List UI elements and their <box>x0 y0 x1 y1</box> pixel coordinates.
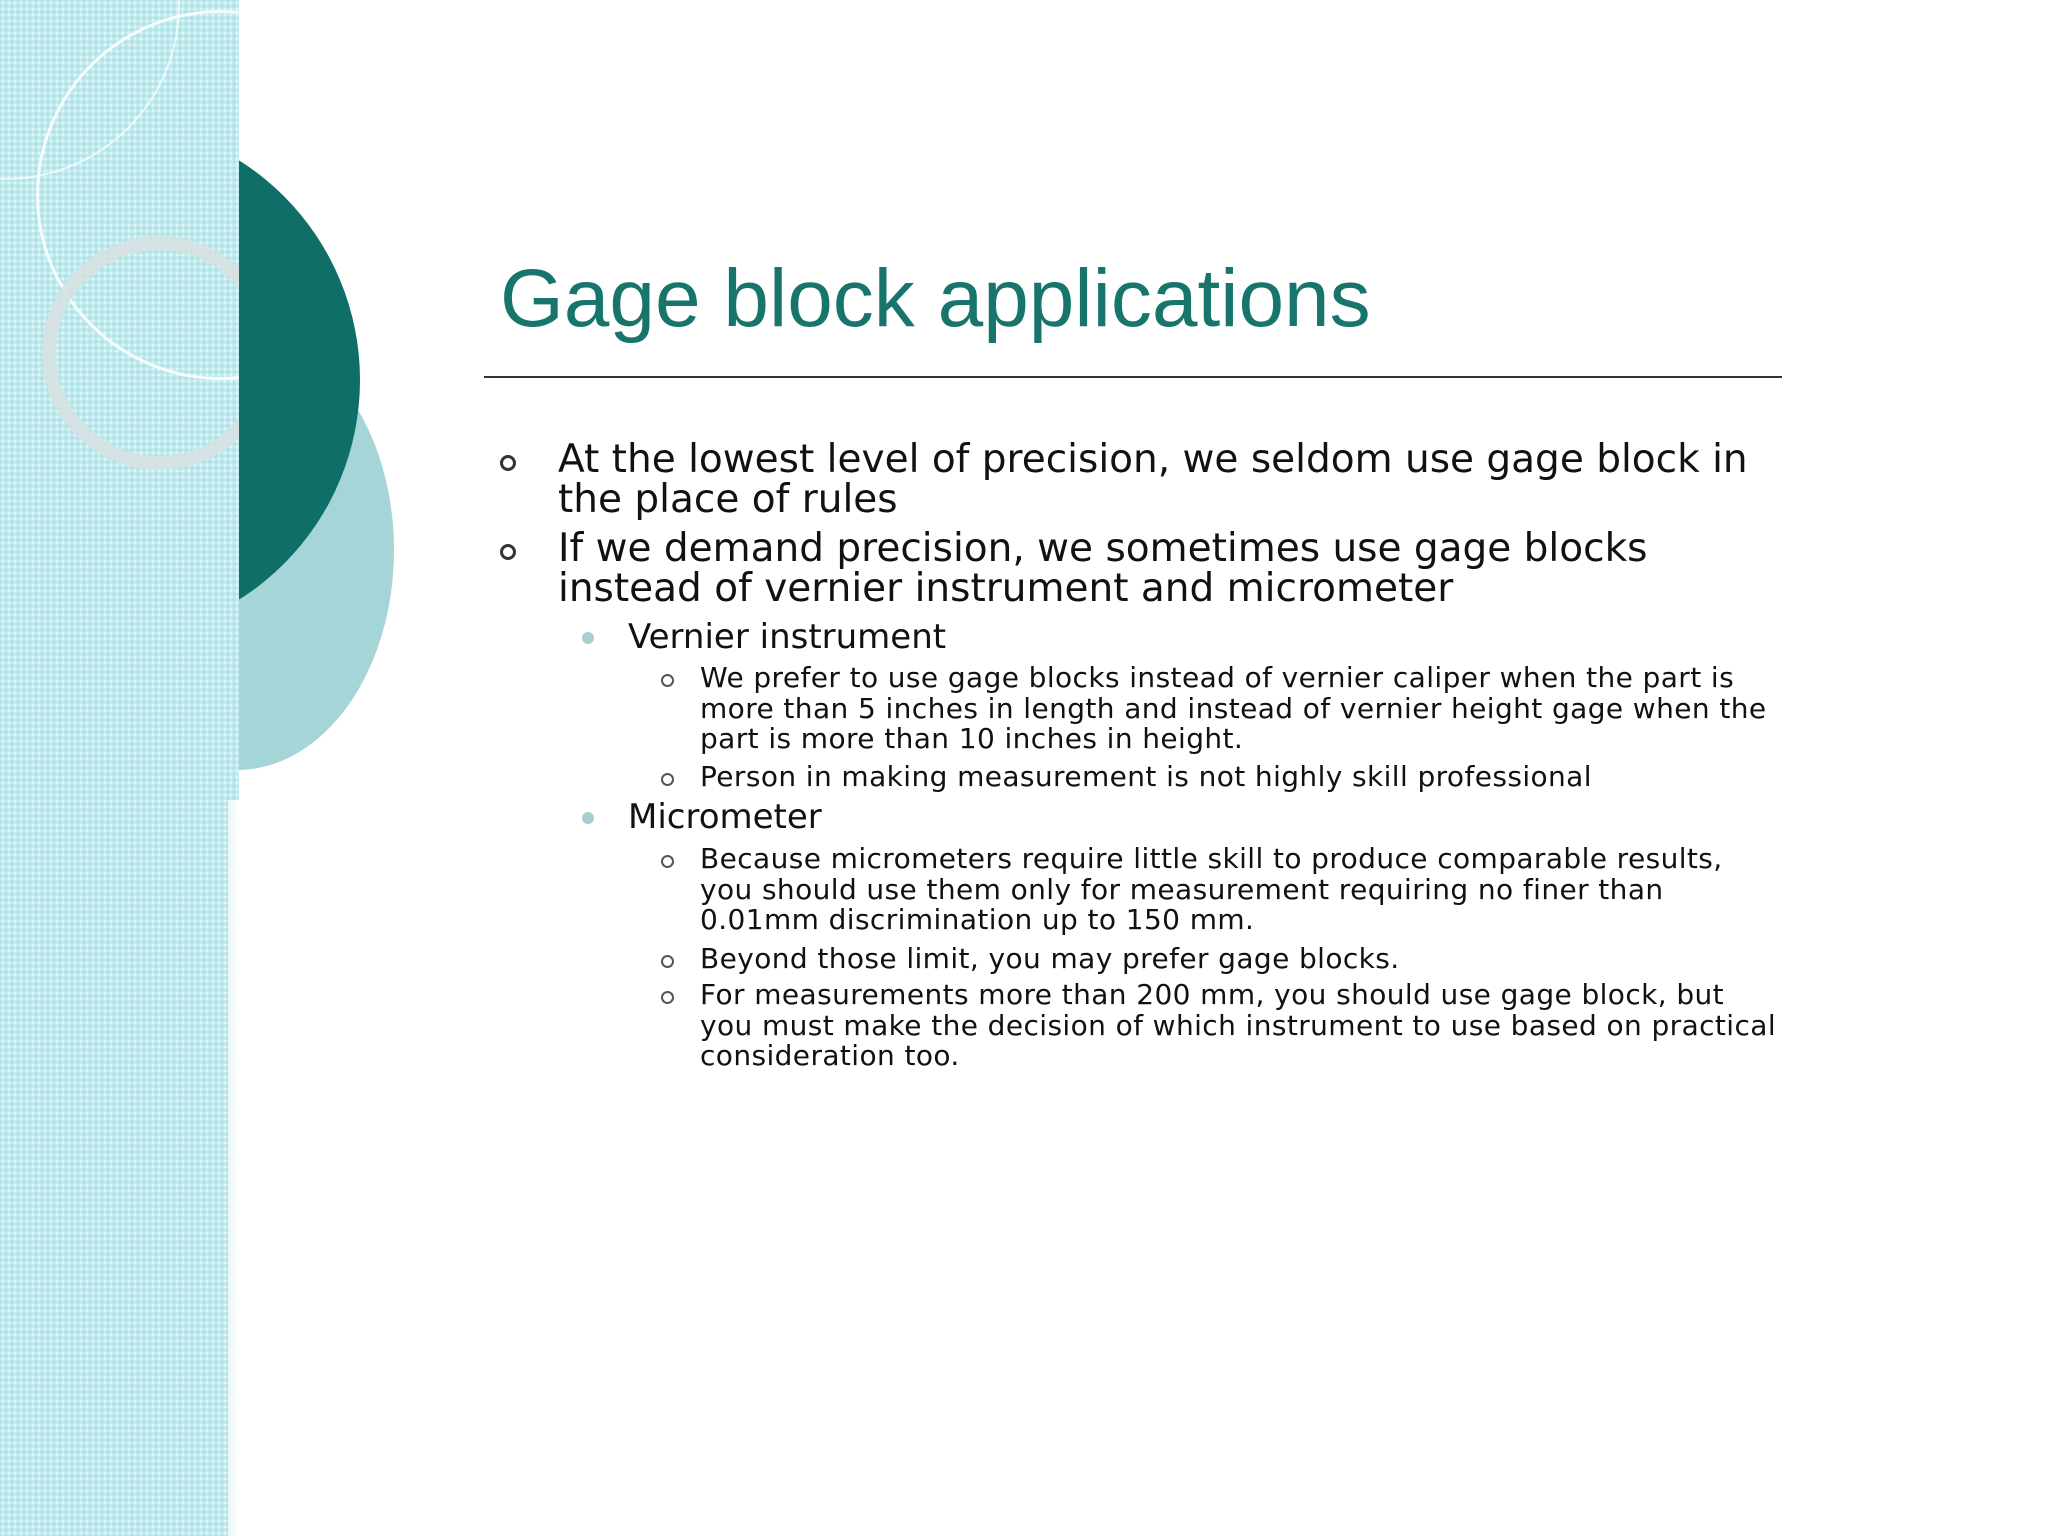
bullet-small-circle-icon <box>661 855 674 868</box>
list-item: Because micrometers require little skill to produce comparable results, you should use them only for measurement requiring no finer than 0.01mm discrimination up to 150 mm. <box>700 842 1723 936</box>
bullet-circle-icon <box>500 455 516 471</box>
list-item: For measurements more than 200 mm, you should use gage block, but you must make the decision of which instrument to use based on practical consideration too. <box>700 978 1777 1072</box>
list-item: Beyond those limit, you may prefer gage blocks. <box>700 942 1400 975</box>
list-item: If we demand precision, we sometimes use gage blocks instead of vernier instrument and micrometer <box>558 526 1648 611</box>
bullet-small-circle-icon <box>661 773 674 786</box>
bullet-circle-icon <box>500 544 516 560</box>
list-item: Micrometer <box>628 797 822 837</box>
decorative-circles <box>0 0 420 800</box>
title-underline <box>484 376 1782 378</box>
bullet-small-circle-icon <box>661 991 674 1004</box>
bullet-small-circle-icon <box>661 674 674 687</box>
list-item: Person in making measurement is not highly skill professional <box>700 760 1592 793</box>
bullet-small-circle-icon <box>661 955 674 968</box>
slide-title: Gage block applications <box>500 253 1371 344</box>
bullet-dot-icon <box>582 812 594 824</box>
bullet-dot-icon <box>582 632 594 644</box>
list-item: Vernier instrument <box>628 617 947 657</box>
list-item: We prefer to use gage blocks instead of vernier caliper when the part is more than 5 inches in length and instead of vernier height gage when the part is more than 10 inches in height. <box>700 661 1767 755</box>
list-item: At the lowest level of precision, we seldom use gage block in the place of rules <box>558 437 1748 522</box>
